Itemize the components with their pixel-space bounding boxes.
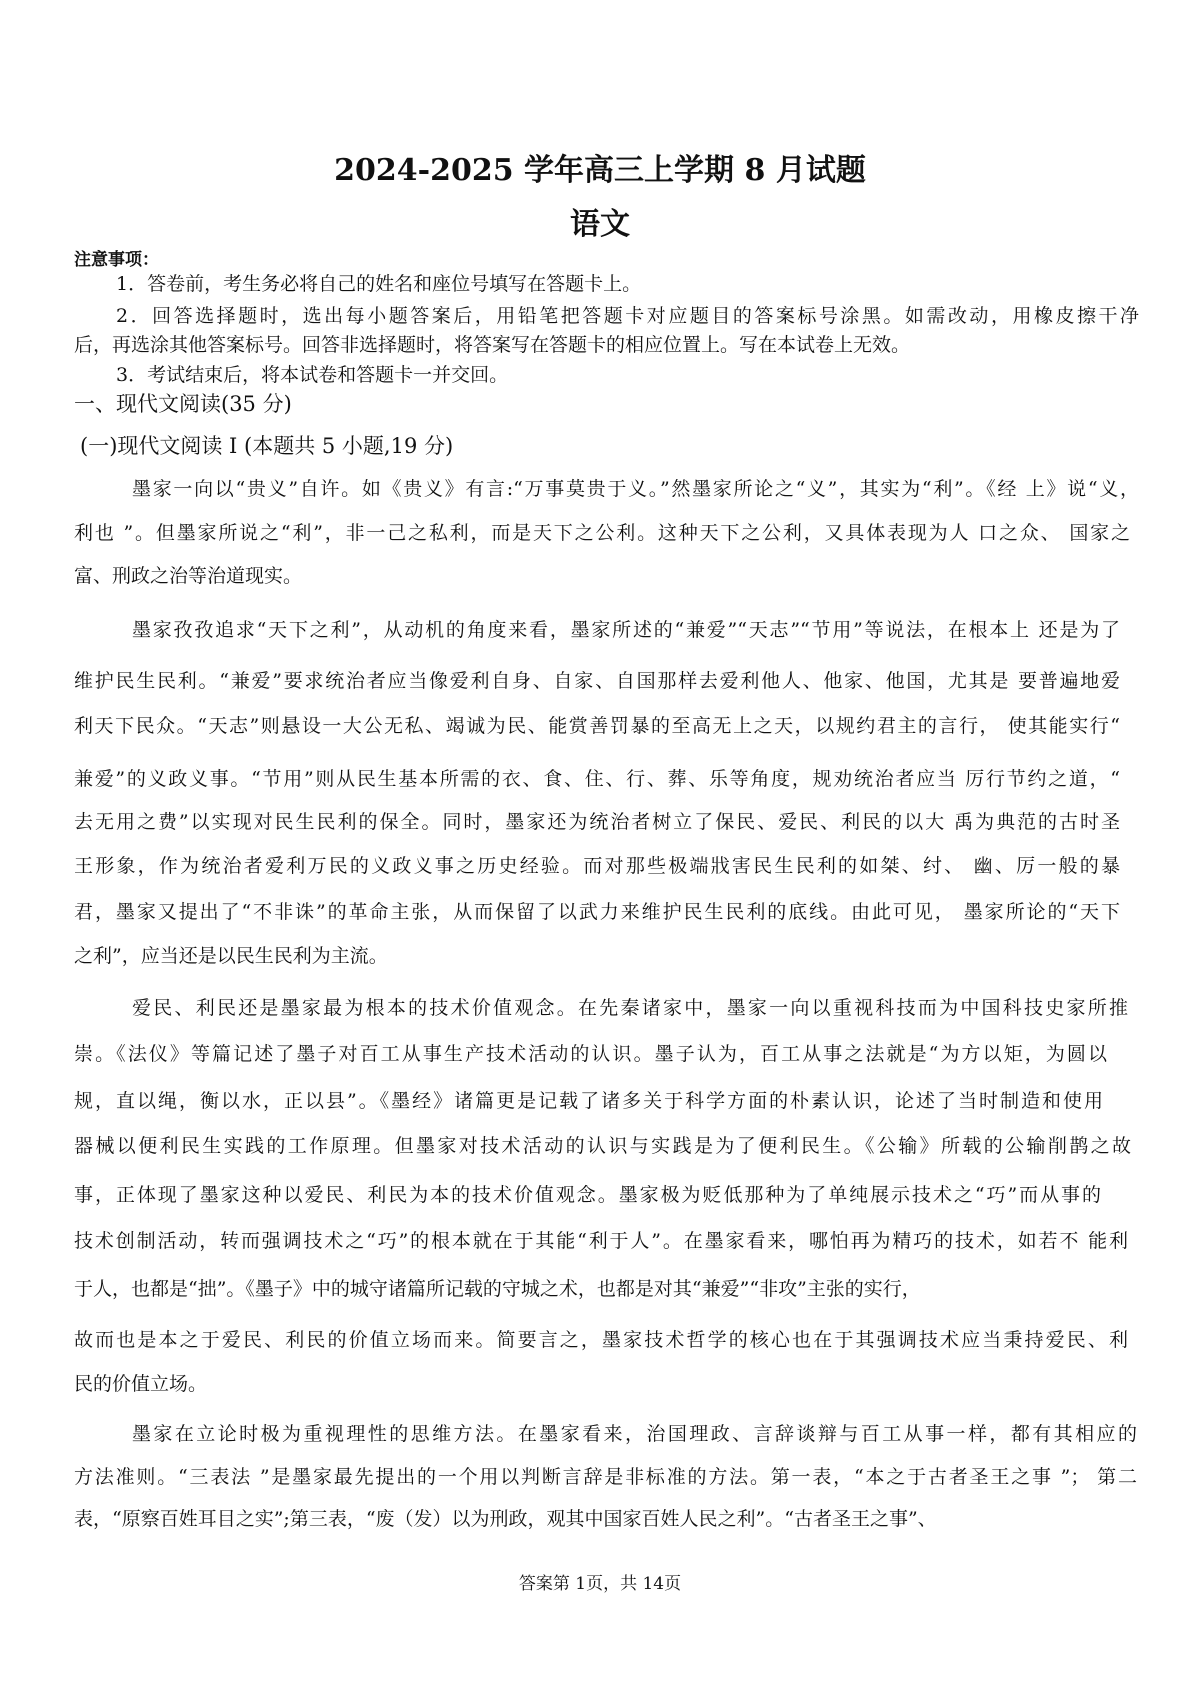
page-footer: 答案第 1页，共 14页 bbox=[518, 1574, 682, 1594]
notes-line: 3．考试结束后，将本试卷和答题卡一并交回。 bbox=[116, 364, 509, 386]
paragraph-line: 墨家一向以“贵义”自许。如《贵义》有言:“万事莫贵于义。”然墨家所论之“义”，其实为“利”。《经 上》说“义， bbox=[132, 478, 1139, 500]
paragraph-line: 去无用之费”以实现对民生民利的保全。同时，墨家还为统治者树立了保民、爱民、利民的以大 禹为典范的古时圣 bbox=[74, 811, 1120, 833]
subject-title: 语文 bbox=[570, 207, 630, 242]
paragraph-line: 富、刑政之治等治道现实。 bbox=[74, 565, 303, 587]
paragraph-line: 民的价值立场。 bbox=[74, 1373, 208, 1395]
notes-line: 2．回答选择题时，选出每小题答案后，用铅笔把答题卡对应题目的答案标号涂黑。如需改动，用橡皮擦干净 bbox=[116, 305, 1139, 327]
paragraph-line: 规，直以绳，衡以水，正以县”。《墨经》诸篇更是记载了诸多关于科学方面的朴素认识，论述了当时制造和使用 bbox=[74, 1090, 1103, 1112]
subsection-title: (一)现代文阅读 Ⅰ (本题共 5 小题,19 分) bbox=[80, 434, 454, 458]
paragraph-line: 事，正体现了墨家这种以爱民、利民为本的技术价值观念。墨家极为贬低那种为了单纯展示技术之“巧”而从事的 bbox=[74, 1184, 1101, 1206]
paragraph-line: 之利”，应当还是以民生民利为主流。 bbox=[74, 945, 388, 967]
paragraph-line: 王形象，作为统治者爱利万民的义政义事之历史经验。而对那些极端戕害民生民利的如桀、纣、 幽、厉一般的暴 bbox=[74, 855, 1120, 877]
exam-title: 2024-2025 学年高三上学期 8 月试题 bbox=[334, 153, 866, 188]
paragraph-line: 墨家孜孜追求“天下之利”，从动机的角度来看，墨家所述的“兼爱”“天志”“节用”等说法，在根本上 还是为了 bbox=[132, 619, 1120, 641]
notes-line: 1．答卷前，考生务必将自己的姓名和座位号填写在答题卡上。 bbox=[116, 273, 642, 295]
section-title: 一、现代文阅读(35 分) bbox=[74, 392, 292, 416]
paragraph-line: 器械以便利民生实践的工作原理。但墨家对技术活动的认识与实践是为了便利民生。《公输》所载的公输削鹊之故 bbox=[74, 1135, 1131, 1157]
paragraph-line: 君，墨家又提出了“不非诛”的革命主张，从而保留了以武力来维护民生民利的底线。由此可见， 墨家所论的“天下 bbox=[74, 901, 1120, 923]
paragraph-line: 利天下民众。“天志”则悬设一大公无私、竭诚为民、能赏善罚暴的至高无上之天，以规约君主的言行， 使其能实行“ bbox=[74, 715, 1120, 737]
paragraph-line: 维护民生民利。“兼爱”要求统治者应当像爱利自身、自家、自国那样去爱利他人、他家、他国，尤其是 要普遍地爱 bbox=[74, 670, 1120, 692]
paragraph-line: 利也 ”。但墨家所说之“利”，非一己之私利，而是天下之公利。这种天下之公利，又具体表现为人 口之众、 国家之 bbox=[74, 522, 1130, 544]
paragraph-line: 于人，也都是“拙”。《墨子》中的城守诸篇所记载的守城之术，也都是对其“兼爱”“非攻”主张的实行， bbox=[74, 1278, 921, 1300]
paragraph-line: 崇。《法仪》等篇记述了墨子对百工从事生产技术活动的认识。墨子认为，百工从事之法就是“为方以矩，为圆以 bbox=[74, 1043, 1107, 1065]
paragraph-line: 墨家在立论时极为重视理性的思维方法。在墨家看来，治国理政、言辞谈辩与百工从事一样，都有其相应的 bbox=[132, 1423, 1137, 1445]
notes-line: 后，再选涂其他答案标号。回答非选择题时，将答案写在答题卡的相应位置上。写在本试卷上无效。 bbox=[74, 334, 911, 356]
paragraph-line: 表，“原察百姓耳目之实”;第三表，“废（发）以为刑政，观其中国家百姓人民之利”。“古者圣王之事”、 bbox=[74, 1508, 937, 1530]
notes-heading: 注意事项： bbox=[74, 250, 159, 270]
paragraph-line: 兼爱”的义政义事。“节用”则从民生基本所需的衣、食、住、行、葬、乐等角度，规劝统治者应当 厉行节约之道，“ bbox=[74, 768, 1120, 790]
paragraph-line: 技术创制活动，转而强调技术之“巧”的根本就在于其能“利于人”。在墨家看来，哪怕再为精巧的技术，如若不 能利 bbox=[74, 1230, 1128, 1252]
paragraph-line: 方法准则。“三表法 ”是墨家最先提出的一个用以判断言辞是非标准的方法。第一表，“本之于古者圣王之事 ”； 第二 bbox=[74, 1466, 1137, 1488]
paragraph-line: 故而也是本之于爱民、利民的价值立场而来。简要言之，墨家技术哲学的核心也在于其强调技术应当秉持爱民、利 bbox=[74, 1329, 1128, 1351]
paragraph-line: 爱民、利民还是墨家最为根本的技术价值观念。在先秦诸家中，墨家一向以重视科技而为中国科技史家所推 bbox=[132, 997, 1128, 1019]
